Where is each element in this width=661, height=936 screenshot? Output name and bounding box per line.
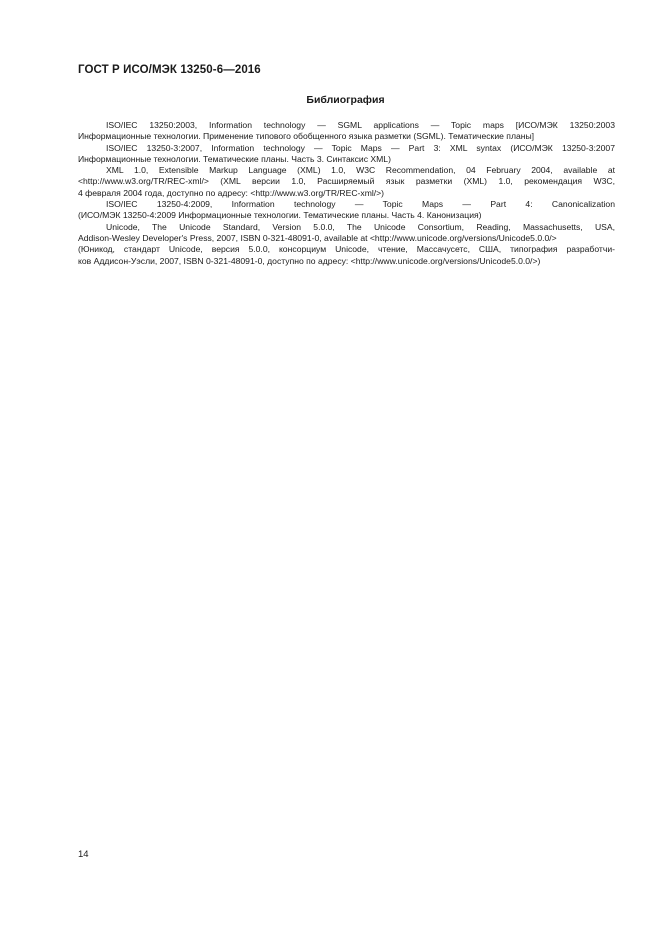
bibliography-line: ISO/IEC 13250-4:2009, Information technology — Topic Maps — Part 4: Canonicalization xyxy=(106,199,615,210)
bibliography-line: Информационные технологии. Тематические планы. Часть 3. Синтаксис XML) xyxy=(78,153,391,164)
bibliography-title: Библиография xyxy=(306,94,385,106)
bibliography-line: ISO/IEC 13250-3:2007, Information technology — Topic Maps — Part 3: XML syntax (ИСО/МЭК 13250-3:2007 xyxy=(106,142,615,153)
bibliography-line: Unicode, The Unicode Standard, Version 5.0.0, The Unicode Consortium, Reading, Massachusetts, USA, xyxy=(106,221,615,232)
page-number: 14 xyxy=(78,849,89,860)
bibliography-entry xyxy=(78,222,615,267)
bibliography-line: XML 1.0, Extensible Markup Language (XML) 1.0, W3C Recommendation, 04 February 2004, available at xyxy=(106,165,615,176)
bibliography-line: ков Аддисон-Уэсли, 2007, ISBN 0-321-48091-0, доступно по адресу: <http://www.unicode.org/versions/Unicode5.0.0/>) xyxy=(78,255,541,266)
bibliography-entry xyxy=(78,165,615,199)
bibliography-line: <http://www.w3.org/TR/REC-xml/> (XML версии 1.0, Расширяемый язык разметки (XML) 1.0, рекомендация W3C, xyxy=(78,176,615,187)
bibliography-entry xyxy=(78,120,615,143)
bibliography-entry xyxy=(78,143,615,166)
bibliography-line: ISO/IEC 13250:2003, Information technology — SGML applications — Topic maps [ИСО/МЭК 13250:2003 xyxy=(106,120,615,130)
bibliography-line: (ИСО/МЭК 13250-4:2009 Информационные технологии. Тематические планы. Часть 4. Канонизация) xyxy=(78,210,482,221)
bibliography-list xyxy=(78,120,615,267)
document-standard-header: ГОСТ Р ИСО/МЭК 13250-6—2016 xyxy=(78,64,261,76)
bibliography-line: (Юникод, стандарт Unicode, версия 5.0.0, консорциум Unicode, чтение, Массачусетс, США, типография разработчи- xyxy=(78,244,615,255)
bibliography-line: 4 февраля 2004 года, доступно по адресу: <http://www.w3.org/TR/REC-xml/>) xyxy=(78,187,385,198)
bibliography-line: Addison-Wesley Developer's Press, 2007, ISBN 0-321-48091-0, available at <http://www.unicode.org/versions/Unicode5.0.0/> xyxy=(78,232,557,243)
bibliography-line: Информационные технологии. Применение типового обобщенного языка разметки (SGML). Тематические планы] xyxy=(78,131,535,142)
bibliography-entry xyxy=(78,199,615,222)
